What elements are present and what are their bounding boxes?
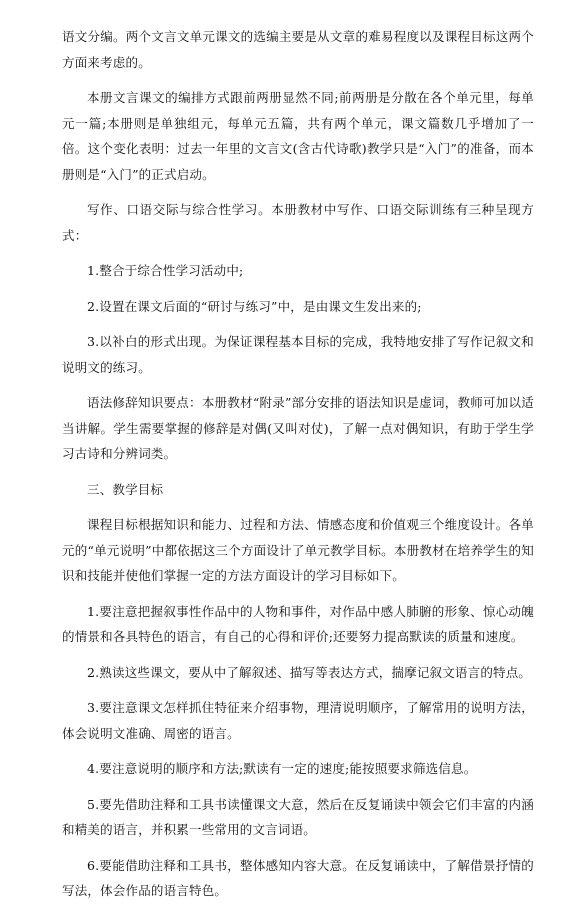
list-item-2: 2.设置在课文后面的“研讨与练习”中，是由课文生发出来的; [87, 298, 422, 314]
goal-item-4: 4.要注意说明的顺序和方法;默读有一定的速度;能按照要求筛选信息。 [87, 761, 477, 776]
paragraph-5: 课程目标根据知识和能力、过程和方法、情感态度和价值观三个维度设计。各单元的“单元说明”中都依据这三个方面设计了单元教学目标。本册教材在培养学生的知识和技能并使他们掌握一定的方法方面设计的学习目标如下。 [62, 517, 534, 583]
goal-item-1: 1.要注意把握叙事性作品中的人物和事件，对作品中感人肺腑的形象、惊心动魄的情景和各具特色的语言，有自己的心得和评价;还要努力提高默读的质量和速度。 [62, 603, 534, 644]
goal-item-5: 5.要先借助注释和工具书读懂课文大意，然后在反复诵读中领会它们丰富的内涵和精美的语言，并积累一些常用的文言词语。 [62, 796, 534, 837]
goal-item-3: 3.要注意课文怎样抓住特征来介绍事物，理清说明顺序，了解常用的说明方法，体会说明文准确、周密的语言。 [62, 700, 534, 741]
paragraph-3: 写作、口语交际与综合性学习。本册教材中写作、口语交际训练有三种呈现方式： [62, 202, 534, 243]
section-heading: 三、教学目标 [87, 481, 164, 497]
paragraph-1: 语文分编。两个文言文单元课文的选编主要是从文章的难易程度以及课程目标这两个方面来考虑的。 [62, 29, 534, 70]
goal-item-6: 6.要能借助注释和工具书，整体感知内容大意。在反复诵读中，了解借景抒情的写法，体会作品的语言特色。 [62, 857, 534, 898]
paragraph-2: 本册文言课文的编排方式跟前两册显然不同;前两册是分散在各个单元里，每单元一篇;本册则是单独组元，每单元五篇，共有两个单元，课文篇数几乎增加了一倍。这个变化表明：过去一年里的文言文(含古代诗歌)教学只是“入门”的准备，而本册则是“入门”的正式启动。 [62, 90, 534, 182]
paragraph-4: 语法修辞知识要点：本册教材“附录”部分安排的语法知识是虚词，教师可加以适当讲解。学生需要掌握的修辞是对偶(又叫对仗)，了解一点对偶知识，有助于学生学习古诗和分辨词类。 [62, 395, 534, 461]
list-item-1: 1.整合于综合性学习活动中; [87, 263, 244, 278]
list-item-3: 3.以补白的形式出现。为保证课程基本目标的完成，我特地安排了写作记叙文和说明文的练习。 [62, 334, 534, 375]
goal-item-2: 2.熟读这些课文，要从中了解叙述、描写等表达方式，揣摩记叙文语言的特点。 [87, 664, 532, 680]
